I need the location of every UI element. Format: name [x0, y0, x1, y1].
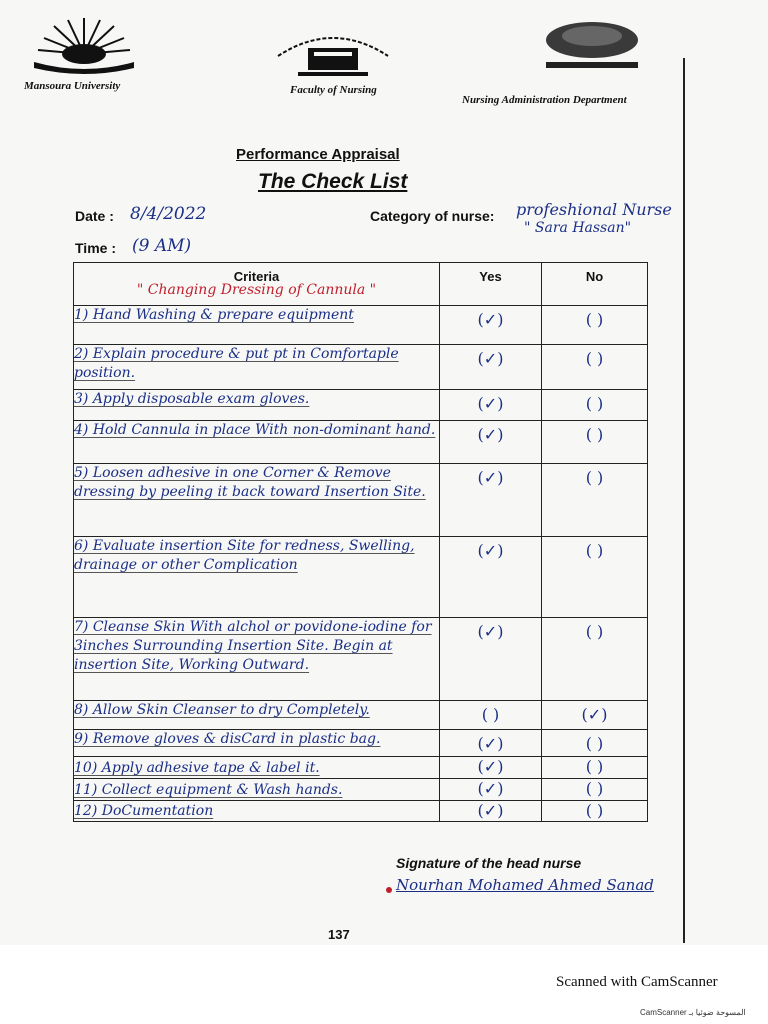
table-row [74, 801, 648, 822]
signature-bullet [386, 887, 392, 893]
checklist-table [73, 262, 648, 822]
criterion-text: 8) Allow Skin Cleanser to dry Completely. [74, 701, 440, 730]
table-row [74, 779, 648, 801]
table-row [74, 464, 648, 537]
table-row [74, 701, 648, 730]
yes-mark: (✓) [440, 345, 542, 390]
logo-right-caption: Nursing Administration Department [462, 94, 627, 106]
no-mark: ( ) [542, 618, 648, 701]
no-mark: ( ) [542, 464, 648, 537]
yes-mark: (✓) [440, 306, 542, 345]
no-mark: ( ) [542, 801, 648, 822]
yes-mark: (✓) [440, 779, 542, 801]
scanner-watermark: Scanned with CamScanner [556, 974, 718, 990]
criteria-header-cell [74, 263, 440, 306]
table-row [74, 730, 648, 757]
no-mark: ( ) [542, 390, 648, 421]
no-mark: ( ) [542, 421, 648, 464]
criterion-text: 9) Remove gloves & disCard in plastic bag. [74, 730, 440, 757]
nurse-name: " Sara Hassan" [524, 220, 632, 236]
criterion-text: 11) Collect equipment & Wash hands. [74, 779, 440, 801]
criterion-text: 10) Apply adhesive tape & label it. [74, 757, 440, 779]
no-mark: ( ) [542, 730, 648, 757]
category-label: Category of nurse: [370, 208, 495, 224]
criteria-header: Criteria [233, 269, 280, 284]
no-mark: ( ) [542, 757, 648, 779]
yes-mark: (✓) [440, 757, 542, 779]
yes-mark: (✓) [440, 390, 542, 421]
scanner-watermark-small: CamScanner المسوحة ضوئيا بـ [640, 1008, 746, 1017]
table-header-row [74, 263, 648, 306]
criterion-text: 6) Evaluate insertion Site for redness, Swelling, drainage or other Complication [74, 537, 440, 618]
time-label: Time : [75, 240, 116, 256]
criterion-text: 5) Loosen adhesive in one Corner & Remove dressing by peeling it back toward Insertion Site. [74, 464, 440, 537]
page-number: 137 [328, 927, 350, 942]
table-row [74, 537, 648, 618]
criteria-topic: " Changing Dressing of Cannula " [136, 282, 377, 298]
criterion-text: 7) Cleanse Skin With alchol or povidone-iodine for 3inches Surrounding Insertion Site. Begin at insertion Site, Working Outward. [74, 618, 440, 701]
mansoura-university-logo [28, 14, 140, 78]
no-mark: ( ) [542, 306, 648, 345]
table-row [74, 306, 648, 345]
category-value: profeshional Nurse [516, 200, 672, 219]
document-title: Performance Appraisal [236, 146, 400, 163]
signature-label: Signature of the head nurse [396, 855, 582, 871]
date-value: 8/4/2022 [130, 204, 207, 224]
yes-mark: (✓) [440, 801, 542, 822]
faculty-of-nursing-logo [268, 26, 398, 84]
table-row [74, 390, 648, 421]
criterion-text: 4) Hold Cannula in place With non-dominant hand. [74, 421, 440, 464]
no-mark: ( ) [542, 345, 648, 390]
yes-mark: (✓) [440, 421, 542, 464]
yes-mark: ( ) [440, 701, 542, 730]
yes-mark: (✓) [440, 537, 542, 618]
yes-mark: (✓) [440, 618, 542, 701]
table-row [74, 618, 648, 701]
date-label: Date : [75, 208, 114, 224]
table-row [74, 757, 648, 779]
criterion-text: 2) Explain procedure & put pt in Comfortaple position. [74, 345, 440, 390]
signature-name: Nourhan Mohamed Ahmed Sanad [396, 876, 654, 894]
no-header: No [542, 263, 648, 306]
margin-rule [683, 58, 685, 943]
table-row [74, 345, 648, 390]
nursing-administration-logo [540, 14, 644, 78]
no-mark: ( ) [542, 537, 648, 618]
criterion-text: 3) Apply disposable exam gloves. [74, 390, 440, 421]
logo-left-caption: Mansoura University [24, 80, 121, 92]
no-mark: ( ) [542, 779, 648, 801]
criterion-text: 12) DoCumentation [74, 801, 440, 822]
yes-header: Yes [440, 263, 542, 306]
yes-mark: (✓) [440, 730, 542, 757]
logo-center-caption: Faculty of Nursing [290, 84, 377, 96]
yes-mark: (✓) [440, 464, 542, 537]
no-mark: (✓) [542, 701, 648, 730]
table-row [74, 421, 648, 464]
criterion-text: 1) Hand Washing & prepare equipment [74, 306, 440, 345]
time-value: (9 AM) [132, 236, 192, 256]
document-subtitle: The Check List [258, 170, 408, 193]
